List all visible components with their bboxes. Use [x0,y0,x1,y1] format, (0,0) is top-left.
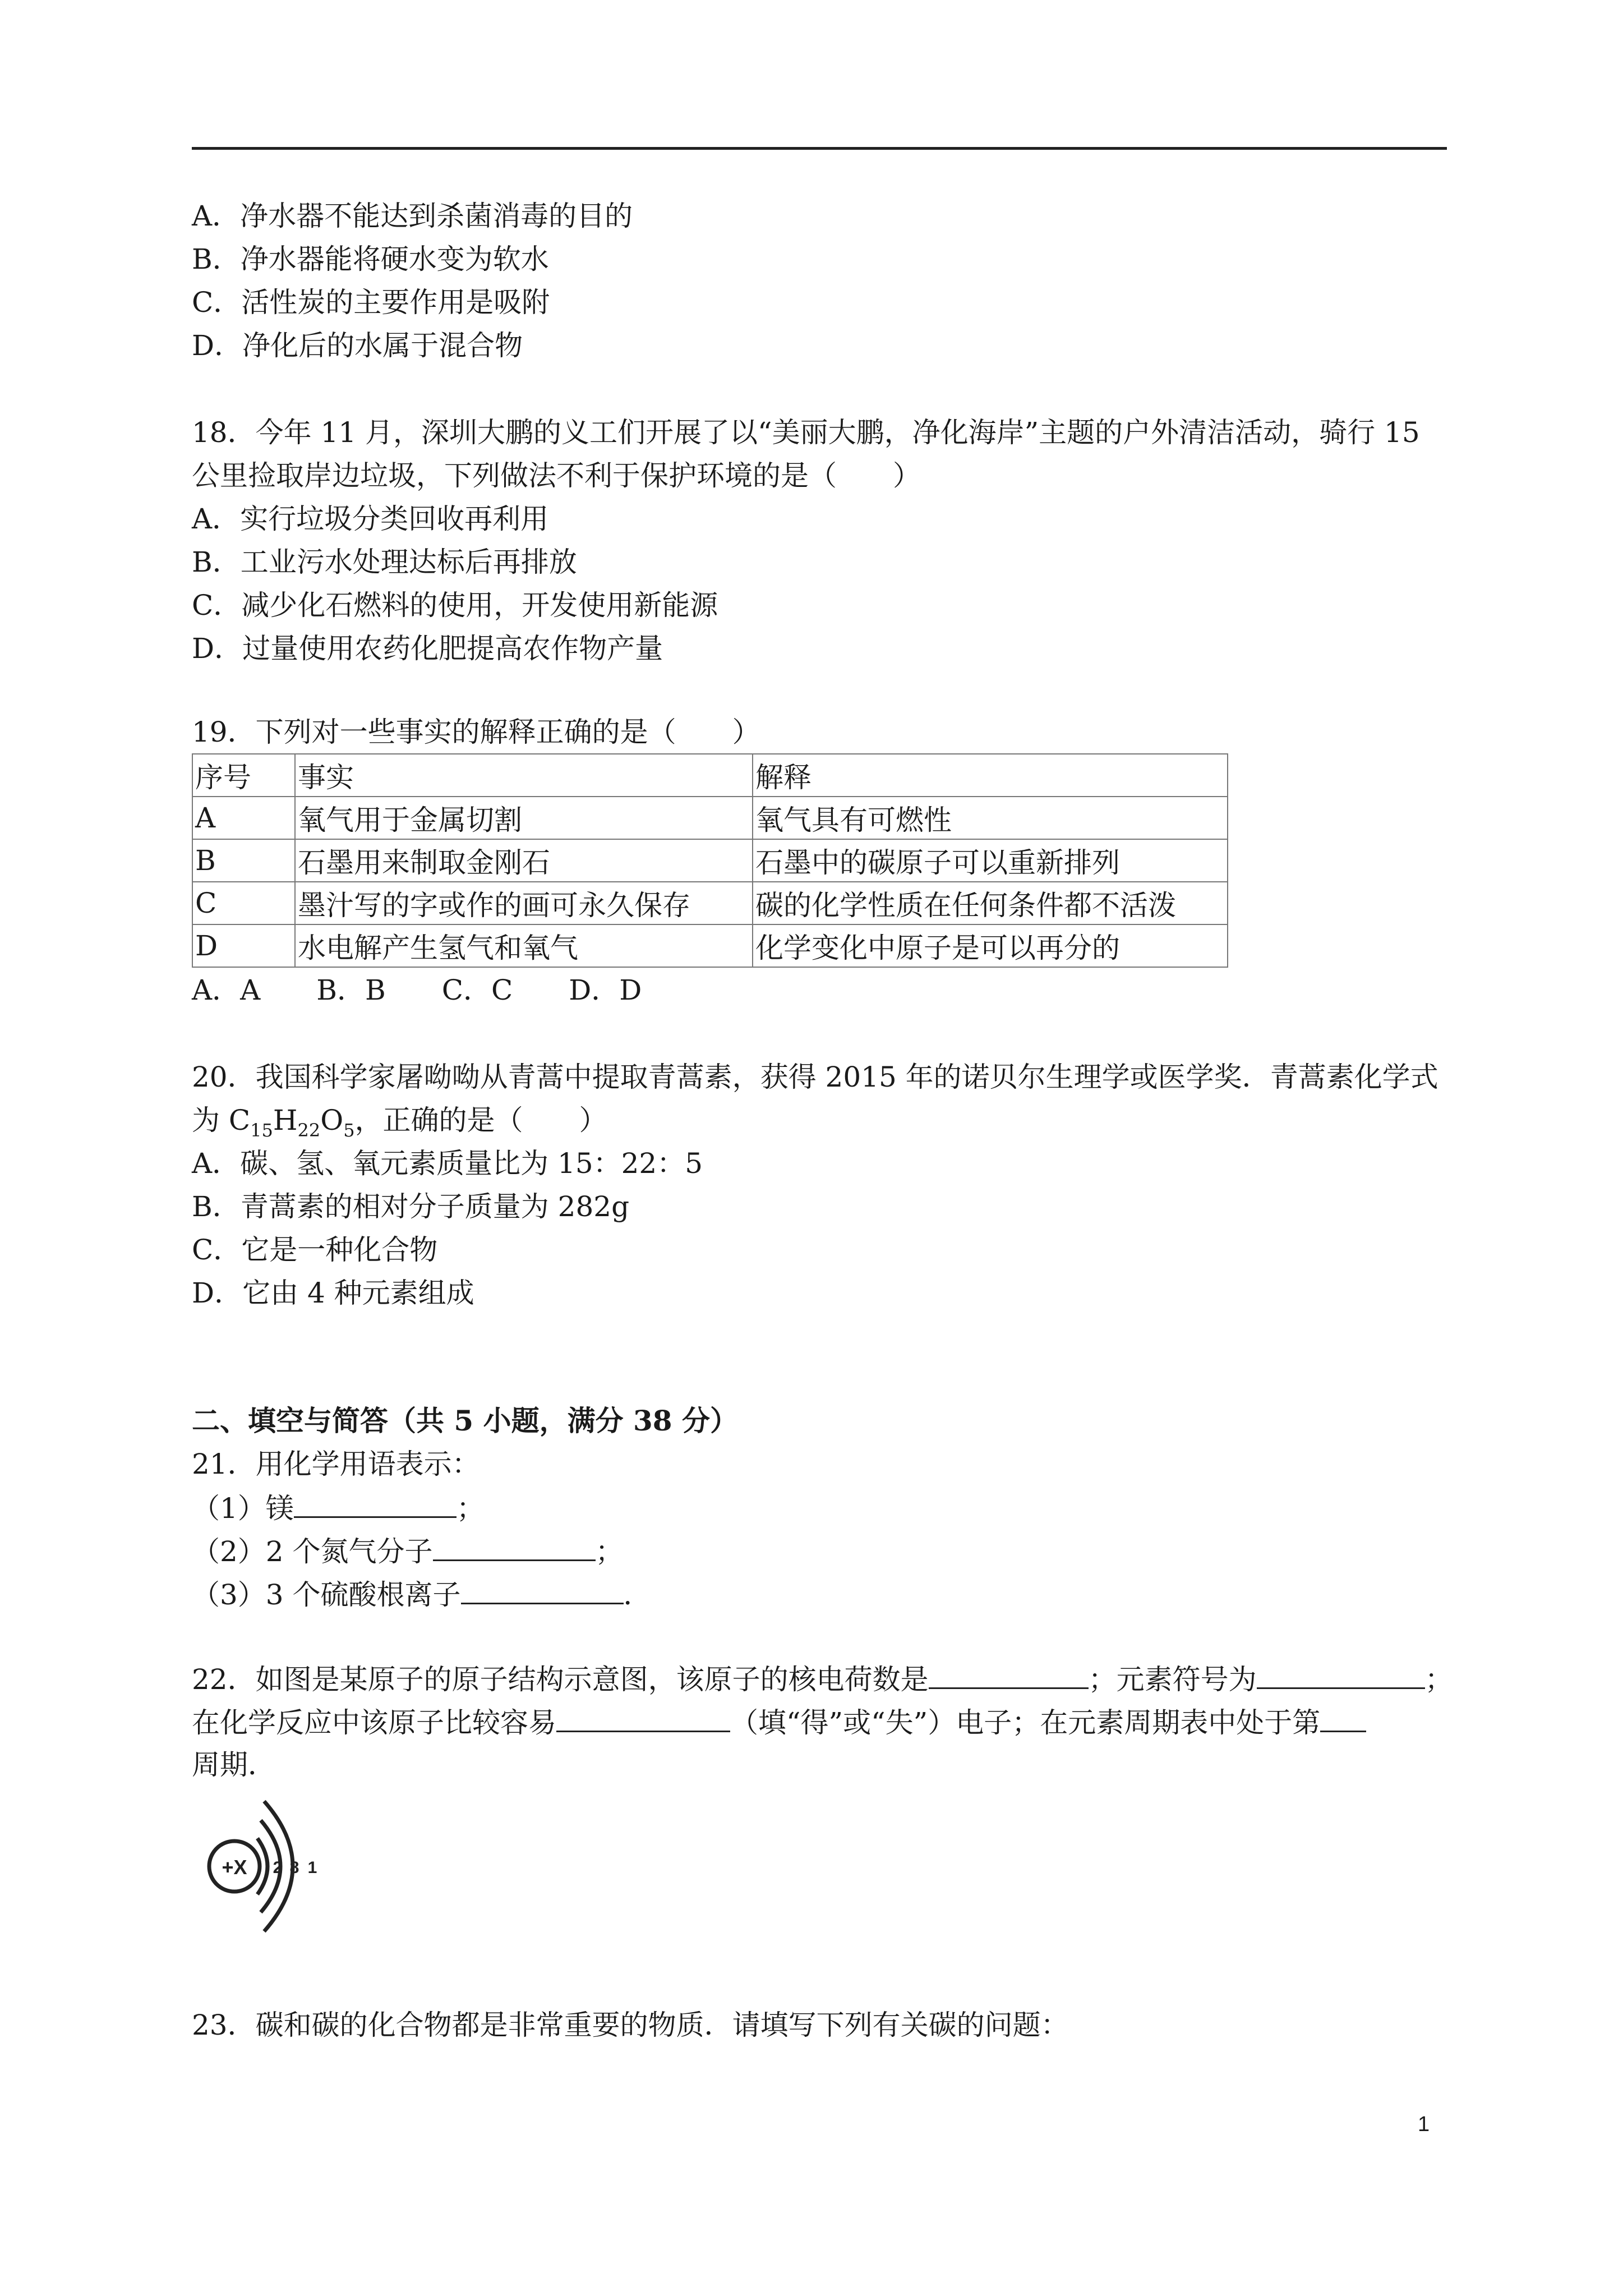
table-cell: 墨汁写的字或作的画可永久保存 [295,882,753,924]
q17-option-a: A．净水器不能达到杀菌消毒的目的 [192,200,633,232]
table-cell: 石墨用来制取金刚石 [295,839,753,882]
q22-line1 [192,1662,1453,1696]
table-row [192,839,1228,882]
q17-option-b: B．净水器能将硬水变为软水 [192,243,549,275]
q18-stem-line1: 18．今年 11 月，深圳大鹏的义工们开展了以“美丽大鹏，净化海岸”主题的户外清洁活动，骑行 15 [192,416,1420,449]
q22-text: ；元素符号为 [1088,1663,1257,1696]
q22-text: 22．如图是某原子的原子结构示意图，该原子的核电荷数是 [192,1663,929,1696]
table-cell: 氧气用于金属切割 [295,797,753,839]
formula-subscript: 5 [343,1120,355,1141]
q18-option-b: B．工业污水处理达标后再排放 [192,546,577,578]
q19-options: A．A B．B C．C D．D [192,974,642,1006]
q18-option-c: C．减少化石燃料的使用，开发使用新能源 [192,589,718,622]
table-row [192,924,1228,967]
q20-stem-line1: 20．我国科学家屠呦呦从青蒿中提取青蒿素，获得 2015 年的诺贝尔生理学或医学奖．青蒿素化学式 [192,1061,1438,1093]
table-cell: 碳的化学性质在任何条件都不活泼 [753,882,1228,924]
q21-part3 [192,1577,652,1612]
table-cell: 水电解产生氢气和氧气 [295,924,753,967]
q17-option-d: D．净化后的水属于混合物 [192,329,523,362]
q21-part1-label: （1）镁 [192,1492,294,1525]
table-header-row [192,754,1228,797]
q21-stem: 21．用化学用语表示： [192,1448,480,1480]
atom-structure-diagram [193,1792,334,1938]
table-header-cell: 序号 [192,754,295,797]
q18-stem-line2: 公里捡取岸边垃圾，下列做法不利于保护环境的是（ ） [192,459,921,492]
answer-blank[interactable] [1320,1705,1366,1732]
punctuation: ； [595,1535,624,1568]
table-header-cell: 解释 [753,754,1228,797]
table-header-cell: 事实 [295,754,753,797]
q18-option-d: D．过量使用农药化肥提高农作物产量 [192,632,663,665]
answer-blank[interactable] [433,1534,596,1561]
q22-line3: 周期． [192,1749,276,1781]
shell-electron-count: 1 [307,1858,317,1877]
q20-stem-line2 [192,1103,607,1140]
q20-formula-prefix: 为 C [192,1104,251,1137]
answer-blank[interactable] [1257,1662,1425,1689]
q18-option-a: A．实行垃圾分类回收再利用 [192,503,549,535]
punctuation: ． [623,1579,652,1611]
formula-subscript: 15 [250,1120,273,1141]
table-cell: 石墨中的碳原子可以重新排列 [753,839,1228,882]
punctuation: ； [1424,1663,1453,1696]
formula-element: H [273,1104,298,1137]
q19-facts-table [192,753,1228,968]
table-cell: A [192,797,295,839]
q20-option-a: A．碳、氢、氧元素质量比为 15：22：5 [192,1147,703,1180]
q17-option-c: C．活性炭的主要作用是吸附 [192,286,550,319]
table-row [192,797,1228,839]
shell-electron-count: 2 [273,1858,283,1877]
q20-option-d: D．它由 4 种元素组成 [192,1277,474,1309]
q20-stem-tail: ，正确的是（ ） [354,1104,607,1137]
shell-electron-count: 8 [289,1858,299,1877]
q19-stem: 19．下列对一些事实的解释正确的是（ ） [192,716,760,748]
q21-part2-label: （2）2 个氮气分子 [192,1535,433,1568]
q21-part1 [192,1490,485,1525]
q20-option-c: C．它是一种化合物 [192,1234,438,1266]
table-cell: 氧气具有可燃性 [753,797,1228,839]
q22-text: 在化学反应中该原子比较容易 [192,1706,556,1739]
formula-element: O [320,1104,344,1137]
punctuation: ； [456,1492,485,1525]
table-cell: 化学变化中原子是可以再分的 [753,924,1228,967]
formula-subscript: 22 [297,1120,321,1141]
answer-blank[interactable] [556,1705,730,1732]
section-heading: 二、填空与简答（共 5 小题，满分 38 分） [192,1404,738,1437]
answer-blank[interactable] [461,1577,624,1604]
answer-blank[interactable] [294,1490,457,1518]
table-cell: B [192,839,295,882]
q22-text: （填“得”或“失”）电子；在元素周期表中处于第 [730,1706,1321,1739]
table-cell: D [192,924,295,967]
nucleus-label: +X [222,1856,247,1879]
q22-line2 [192,1705,1366,1740]
header-rule [192,147,1447,150]
page-number: 1 [1418,2113,1430,2136]
table-row [192,882,1228,924]
q20-option-b: B．青蒿素的相对分子质量为 282g [192,1190,630,1223]
q21-part2 [192,1534,624,1568]
table-cell: C [192,882,295,924]
answer-blank[interactable] [929,1662,1089,1689]
q23-stem: 23．碳和碳的化合物都是非常重要的物质．请填写下列有关碳的问题： [192,2009,1069,2041]
q21-part3-label: （3）3 个硫酸根离子 [192,1579,461,1611]
